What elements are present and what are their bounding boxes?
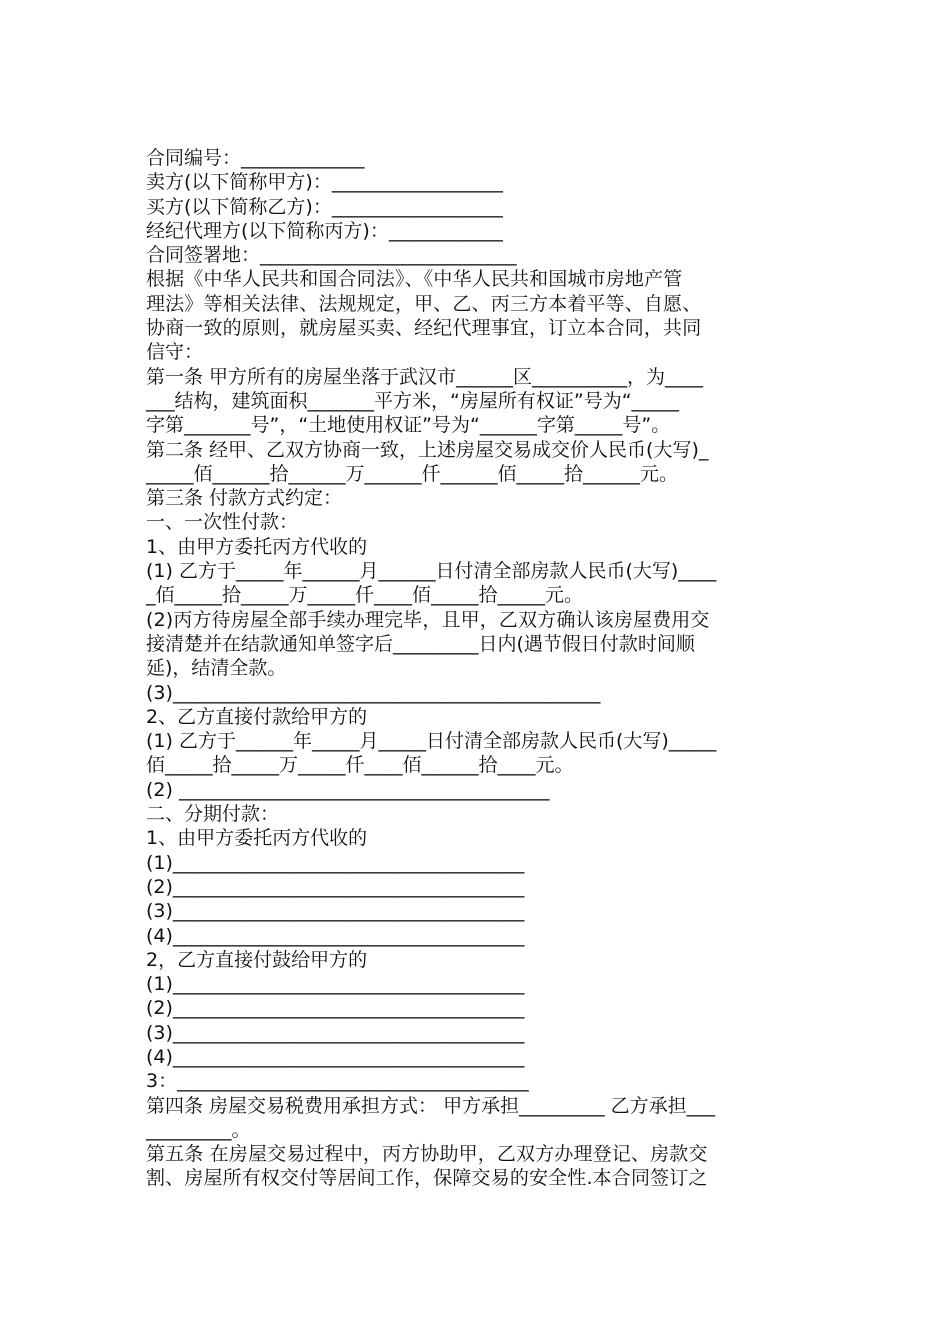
- clause-line: _佰_____拾_____万_____仟____佰_____拾_____元。: [146, 584, 584, 607]
- preamble-line: 信守：: [146, 341, 204, 364]
- clause-line: (4)_____________________________________: [146, 1045, 525, 1068]
- article-1-line: 字第_______号”，“土地使用权证”号为“______字第_____号”。: [146, 414, 671, 437]
- clause-line: (4)_____________________________________: [146, 924, 525, 947]
- subsection-heading: 1、由甲方委托丙方代收的: [146, 827, 368, 850]
- article-1-line: ___结构，建筑面积_______平方米，“房屋所有权证”号为“_____: [146, 389, 680, 412]
- signing-place-line: 合同签署地：___________________________: [146, 244, 517, 267]
- agent-line: 经纪代理方(以下简称丙方)：____________: [146, 219, 503, 242]
- article-5-line: 割、房屋所有权交付等居间工作，保障交易的安全性.本合同签订之: [146, 1167, 708, 1190]
- preamble-line: 根据《中华人民共和国合同法》、《中华人民共和国城市房地产管: [146, 268, 683, 291]
- contract-number-line: 合同编号：_____________: [146, 147, 365, 169]
- clause-line: (3)_____________________________________: [146, 900, 525, 923]
- section-heading: 二、分期付款：: [146, 803, 280, 826]
- article-2-line: 第二条 经甲、乙双方协商一致，上述房屋交易成交价人民币(大写)_: [146, 438, 709, 461]
- clause-line: 3：_____________________________________: [146, 1070, 529, 1093]
- clause-line: 延)，结清全款。: [146, 657, 287, 680]
- clause-line: 接清楚并在结款通知单签字后_________日内(遇节假日付款时间顺: [146, 632, 695, 655]
- article-3-heading: 第三条 付款方式约定：: [146, 487, 343, 510]
- subsection-heading: 2，乙方直接付鼓给甲方的: [146, 948, 368, 971]
- clause-line: 佰_____拾_____万_____仟____佰______拾____元。: [146, 754, 574, 777]
- preamble-line: 理法》等相关法律、法规规定，甲、乙、丙三方本着平等、自愿、: [146, 292, 702, 315]
- clause-line: (2)丙方待房屋全部手续办理完毕，且甲，乙双方确认该房屋费用交: [146, 608, 710, 631]
- preamble-line: 协商一致的原则，就房屋买卖、经纪代理事宜，订立本合同，共同: [146, 317, 702, 340]
- clause-line: (1)_____________________________________: [146, 851, 525, 874]
- subsection-heading: 2、乙方直接付款给甲方的: [146, 705, 368, 728]
- clause-line: (1)_____________________________________: [146, 973, 525, 996]
- article-5-line: 第五条 在房屋交易过程中，丙方协助甲，乙双方办理登记、房款交: [146, 1143, 708, 1166]
- clause-line: (1) 乙方于______年_____月_____日付清全部房款人民币(大写)_____: [146, 730, 717, 753]
- buyer-line: 买方(以下简称乙方)：__________________: [146, 195, 503, 218]
- seller-line: 卖方(以下简称甲方)：__________________: [146, 171, 503, 194]
- clause-line: (3)_____________________________________: [146, 1021, 525, 1044]
- contract-page: [146, 146, 808, 1191]
- article-4-line: 第四条 房屋交易税费用承担方式： 甲方承担_________ 乙方承担___: [146, 1094, 716, 1117]
- section-heading: 一、一次性付款：: [146, 511, 299, 534]
- subsection-heading: 1、由甲方委托丙方代收的: [146, 535, 368, 558]
- article-1-line: 第一条 甲方所有的房屋坐落于武汉市______区__________，为____: [146, 365, 704, 388]
- clause-line: (1) 乙方于_____年______月______日付清全部房款人民币(大写)____: [146, 560, 717, 583]
- clause-line: (2) _______________________________________: [146, 778, 550, 801]
- clause-line: (2)_____________________________________: [146, 997, 525, 1020]
- article-2-line: _____佰______拾______万______仟______佰_____拾______元。: [146, 462, 679, 485]
- article-4-line: _________。: [146, 1118, 251, 1141]
- clause-line: (2)_____________________________________: [146, 875, 525, 898]
- clause-line: (3)_____________________________________________: [146, 681, 601, 704]
